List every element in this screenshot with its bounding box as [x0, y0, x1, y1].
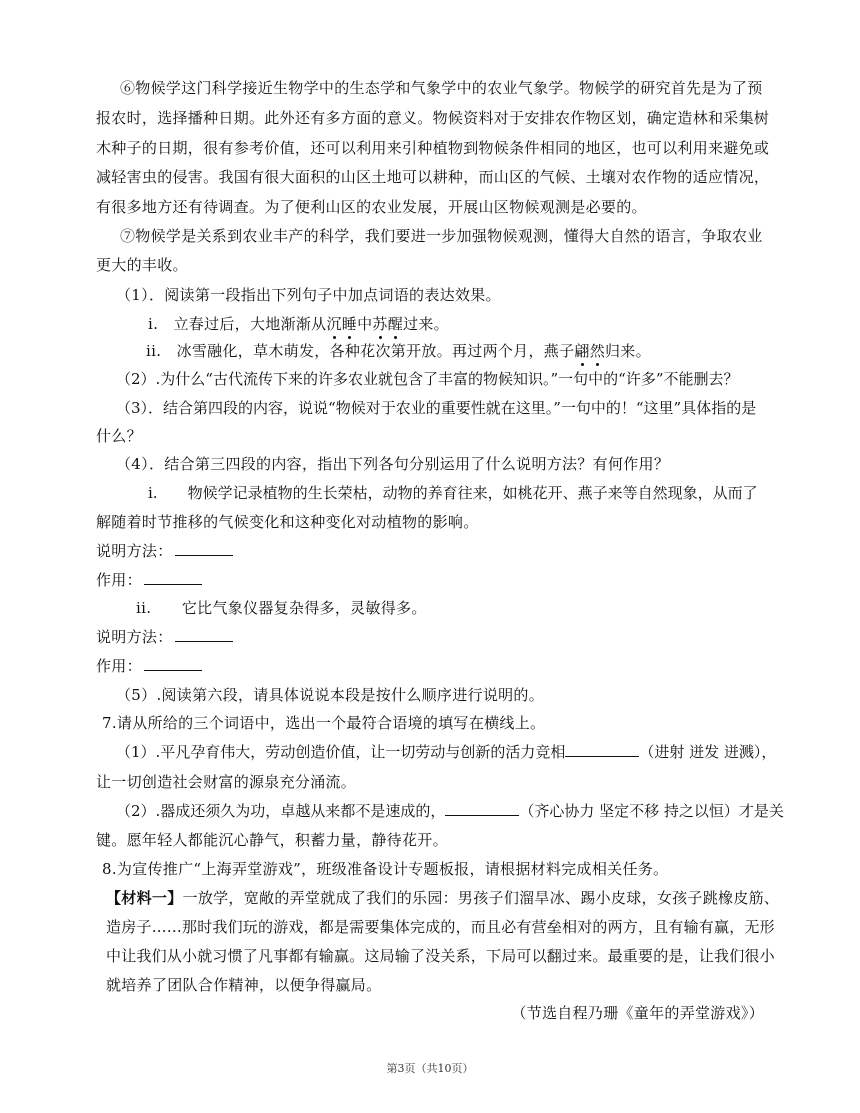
q4-i-line-1: i. 物候学记录植物的生长荣枯，动物的养育往来，如桃花开、燕子来等自然现象，从而了 — [148, 484, 758, 502]
dotted-char: 睡 — [341, 315, 358, 333]
material-1-source: （节选自程乃珊《童年的弄堂游戏》） — [511, 1004, 764, 1022]
q1-stem: （1）．阅读第一段指出下列句子中加点词语的表达效果。 — [116, 286, 501, 304]
answer-blank[interactable] — [565, 742, 639, 757]
p6-line-3: 木种子的日期，很有参考价值，还可以利用来引种植物到物候条件相同的地区，也可以利用来避免或 — [96, 139, 770, 157]
q7-s1-line-1 — [116, 742, 776, 762]
method-answer-row-2 — [96, 627, 233, 647]
q1-i-text-c: 过来。 — [403, 315, 449, 333]
q1-ii-text-a: ii. 冰雪融化，草木萌发，各种花次第开放。再过两个月，燕子 — [146, 342, 575, 360]
q4-i-line-2: 解随着时节推移的气候变化和这种变化对动植物的影响。 — [96, 513, 479, 531]
material-1-line-4: 就培养了团队合作精神，以便争得赢局。 — [106, 976, 382, 994]
q4-stem: （4）．结合第三四段的内容，指出下列各句分别运用了什么说明方法？有何作用？ — [116, 455, 670, 473]
page-footer: 第3页（共10页） — [386, 1062, 474, 1075]
method-label: 说明方法： — [96, 542, 173, 560]
p7-line-2: 更大的丰收。 — [96, 256, 188, 274]
answer-blank[interactable] — [144, 656, 202, 671]
q2: （2）.为什么“古代流传下来的许多农业就包含了丰富的物候知识。”一句中的“许多”不能删去？ — [116, 370, 739, 388]
answer-blank[interactable] — [445, 801, 519, 816]
q7-s2-line-2: 键。愿年轻人都能沉心静气，积蓄力量，静待花开。 — [96, 831, 448, 849]
dotted-char: 苏 — [372, 315, 388, 333]
q7-s1-line-2: 让一切创造社会财富的源泉充分涌流。 — [96, 773, 357, 791]
q1-i-text-a: i. 立春过后，大地渐渐从 — [148, 315, 327, 333]
q5: （5）.阅读第六段，请具体说说本段是按什么顺序进行说明的。 — [116, 686, 545, 704]
effect-label: 作用： — [96, 657, 142, 675]
dotted-char: 醒 — [387, 315, 404, 333]
material-1-line-2: 造房子……那时我们玩的游戏，都是需要集体完成的，而且必有营垒相对的两方，且有输有赢，无形 — [106, 918, 775, 936]
q7-s1-options: （进射 迸发 迸溅）， — [639, 743, 777, 761]
method-answer-row — [96, 541, 233, 561]
effect-answer-row — [96, 570, 202, 590]
material-1-line-3: 中让我们从小就习惯了凡事都有输赢。这局输了没关系，下局可以翻过来。最重要的是，让我们很小 — [106, 947, 775, 965]
q1-item-ii — [146, 341, 651, 361]
q7-stem: 7.请从所给的三个词语中，选出一个最符合语境的填写在横线上。 — [102, 714, 546, 732]
material-1-label: 【材料一】 — [106, 889, 183, 907]
effect-label: 作用： — [96, 571, 142, 589]
dotted-char: 沉 — [326, 315, 342, 333]
q1-item-i — [148, 314, 449, 334]
dotted-char: 然 — [589, 342, 605, 360]
material-1-line-1 — [106, 888, 779, 908]
q7-s2-line-1 — [116, 801, 784, 821]
q1-ii-text-c: 归来。 — [605, 342, 651, 360]
material-1-text: 一放学，宽敞的弄堂就成了我们的乐园：男孩子们溜旱冰、踢小皮球，女孩子跳橡皮筋、 — [182, 889, 780, 907]
p7-line-1: ⑦物候学是关系到农业丰产的科学，我们要进一步加强物候观测，懂得大自然的语言，争取农业 — [120, 227, 763, 245]
q7-s2-options: （齐心协力 坚定不移 持之以恒）才是关 — [519, 802, 784, 820]
effect-answer-row-2 — [96, 656, 202, 676]
p6-line-5: 有很多地方还有待调查。为了便利山区的农业发展，开展山区物候观测是必要的。 — [96, 198, 647, 216]
q3-line-1: （3）．结合第四段的内容，说说“物候对于农业的重要性就在这里。”一句中的！“这里”具体指的是 — [116, 399, 757, 417]
q7-s2-text-a: （2）.器成还须久为功，卓越从来都不是速成的， — [116, 802, 446, 820]
dotted-char: 翩 — [574, 342, 590, 360]
q4-ii: ii. 它比气象仪器复杂得多，灵敏得多。 — [136, 599, 427, 617]
p6-line-1: ⑥物候学这门科学接近生物学中的生态学和气象学中的农业气象学。物候学的研究首先是为了预 — [120, 79, 763, 97]
q7-s1-text-a: （1）.平凡孕育伟大，劳动创造价值，让一切劳动与创新的活力竞相 — [116, 743, 566, 761]
answer-blank[interactable] — [144, 570, 202, 585]
answer-blank[interactable] — [175, 627, 233, 642]
answer-blank[interactable] — [175, 541, 233, 556]
method-label: 说明方法： — [96, 628, 173, 646]
p6-line-2: 报农时，选择播种日期。此外还有多方面的意义。物候资料对于安排农作物区划，确定造林和采集树 — [96, 109, 770, 127]
q1-i-text-b: 中 — [357, 315, 373, 333]
q3-line-2: 什么？ — [96, 427, 142, 445]
q8-stem: 8.为宣传推广“上海弄堂游戏”，班级准备设计专题板报，请根据材料完成相关任务。 — [102, 860, 669, 878]
p6-line-4: 减轻害虫的侵害。我国有很大面积的山区土地可以耕种，而山区的气候、土壤对农作物的适应情况， — [96, 168, 770, 186]
